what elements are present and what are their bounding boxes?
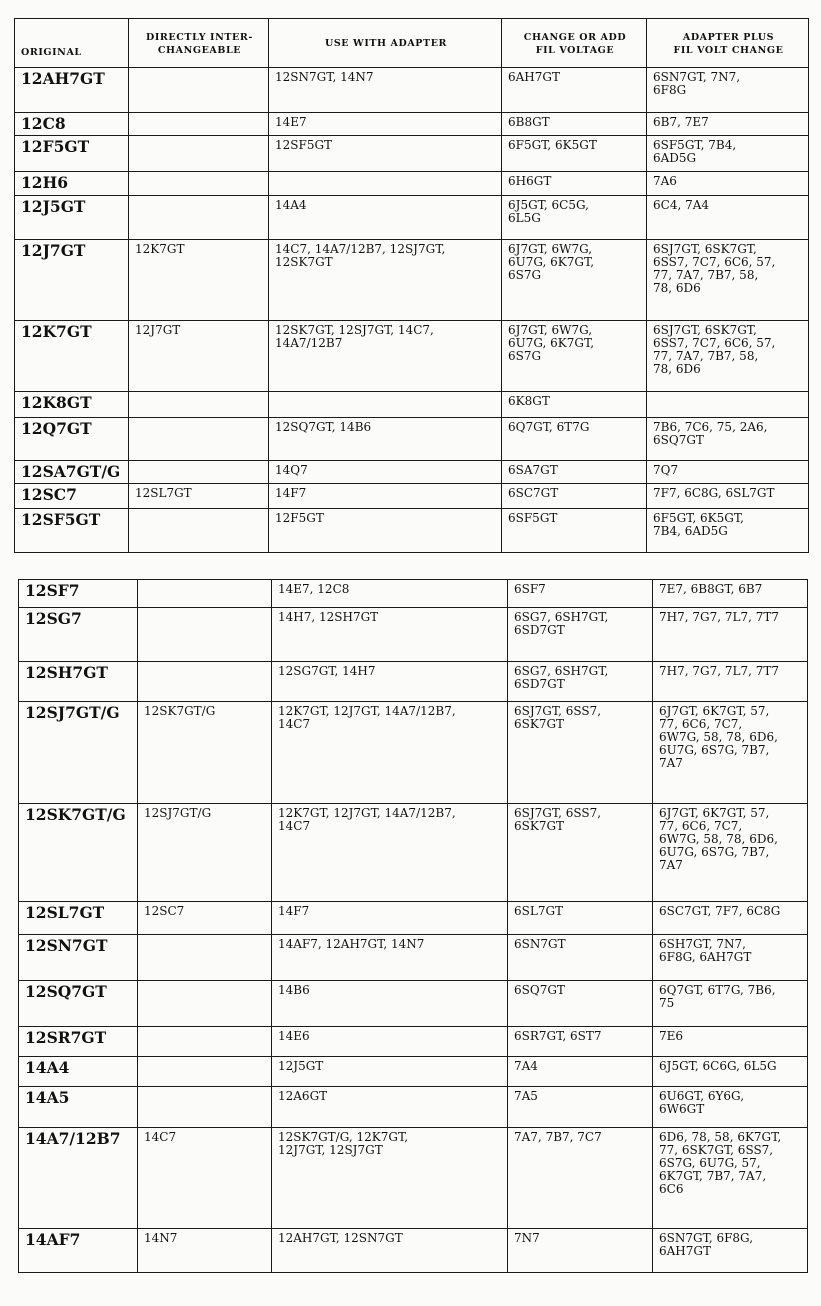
cell-original: 12SH7GT [19,662,138,702]
cell-original: 14A4 [19,1057,138,1087]
cell-adapter-fil: 6SJ7GT, 6SK7GT, 6SS7, 7C7, 6C6, 57, 77, 7A7, 7B7, 58, 78, 6D6 [647,321,809,392]
cell-adapter: 12SG7GT, 14H7 [272,662,508,702]
table-row [15,392,809,418]
cell-original: 12K8GT [15,392,129,418]
cell-adapter [269,172,502,196]
cell-interchangeable [129,461,269,484]
cell-adapter-fil: 6SN7GT, 6F8G, 6AH7GT [653,1229,808,1273]
cell-fil-voltage: 6SR7GT, 6ST7 [508,1027,653,1057]
cell-adapter-fil: 7H7, 7G7, 7L7, 7T7 [653,662,808,702]
cell-adapter: 14C7, 14A7/12B7, 12SJ7GT, 12SK7GT [269,240,502,321]
cell-adapter: 14F7 [269,484,502,509]
cell-fil-voltage: 6Q7GT, 6T7G [502,418,647,461]
cell-original: 12SR7GT [19,1027,138,1057]
cell-interchangeable [129,68,269,113]
cell-adapter-fil: 6SN7GT, 7N7, 6F8G [647,68,809,113]
cell-interchangeable [129,172,269,196]
table-row [15,418,809,461]
table-row [19,702,808,804]
cell-original: 12SG7 [19,608,138,662]
cell-adapter-fil: 7B6, 7C6, 75, 2A6, 6SQ7GT [647,418,809,461]
table-row [15,484,809,509]
tube-table-lower [18,579,808,1273]
cell-adapter: 12K7GT, 12J7GT, 14A7/12B7, 14C7 [272,702,508,804]
cell-original: 12SL7GT [19,902,138,935]
cell-adapter: 12SK7GT, 12SJ7GT, 14C7, 14A7/12B7 [269,321,502,392]
table-row [19,935,808,981]
table-row [19,1128,808,1229]
cell-interchangeable: 14C7 [138,1128,272,1229]
cell-adapter-fil: 6F5GT, 6K5GT, 7B4, 6AD5G [647,509,809,553]
table-row [15,172,809,196]
table-row [15,461,809,484]
cell-interchangeable: 12K7GT [129,240,269,321]
cell-interchangeable: 12J7GT [129,321,269,392]
cell-fil-voltage: 6SG7, 6SH7GT, 6SD7GT [508,608,653,662]
cell-fil-voltage: 6H6GT [502,172,647,196]
cell-original: 12K7GT [15,321,129,392]
table-row [19,662,808,702]
cell-fil-voltage: 6SN7GT [508,935,653,981]
cell-original: 14A7/12B7 [19,1128,138,1229]
cell-adapter [269,392,502,418]
cell-fil-voltage: 7N7 [508,1229,653,1273]
cell-fil-voltage: 6SJ7GT, 6SS7, 6SK7GT [508,702,653,804]
cell-interchangeable [138,608,272,662]
table-row [19,1229,808,1273]
cell-interchangeable [138,580,272,608]
cell-interchangeable: 12SJ7GT/G [138,804,272,902]
cell-fil-voltage: 6SG7, 6SH7GT, 6SD7GT [508,662,653,702]
cell-adapter: 14E6 [272,1027,508,1057]
cell-interchangeable [138,1087,272,1128]
cell-interchangeable [129,136,269,172]
cell-fil-voltage: 6SA7GT [502,461,647,484]
header-fil-voltage: CHANGE OR ADD FIL VOLTAGE [502,19,647,68]
cell-interchangeable [138,1057,272,1087]
cell-original: 12SF5GT [15,509,129,553]
table-row [19,608,808,662]
header-adapter-fil: ADAPTER PLUS FIL VOLT CHANGE [647,19,809,68]
header-original: ORIGINAL [15,19,129,68]
cell-fil-voltage: 6SQ7GT [508,981,653,1027]
cell-interchangeable [138,1027,272,1057]
cell-original: 12C8 [15,113,129,136]
cell-adapter: 12SK7GT/G, 12K7GT, 12J7GT, 12SJ7GT [272,1128,508,1229]
cell-original: 12SN7GT [19,935,138,981]
cell-adapter: 14E7, 12C8 [272,580,508,608]
cell-interchangeable [129,392,269,418]
cell-interchangeable [129,113,269,136]
cell-original: 12Q7GT [15,418,129,461]
cell-adapter-fil [647,392,809,418]
table-row [19,580,808,608]
cell-interchangeable [138,935,272,981]
cell-adapter-fil: 7A6 [647,172,809,196]
cell-fil-voltage: 6SF7 [508,580,653,608]
cell-original: 12SC7 [15,484,129,509]
cell-interchangeable [138,981,272,1027]
cell-fil-voltage: 6SJ7GT, 6SS7, 6SK7GT [508,804,653,902]
cell-fil-voltage: 6J7GT, 6W7G, 6U7G, 6K7GT, 6S7G [502,240,647,321]
cell-interchangeable [129,509,269,553]
cell-adapter-fil: 6D6, 78, 58, 6K7GT, 77, 6SK7GT, 6SS7, 6S7G, 6U7G, 57, 6K7GT, 7B7, 7A7, 6C6 [653,1128,808,1229]
cell-original: 12SF7 [19,580,138,608]
tube-table-upper [14,18,809,553]
cell-adapter-fil: 7E6 [653,1027,808,1057]
cell-adapter-fil: 6B7, 7E7 [647,113,809,136]
cell-adapter: 12A6GT [272,1087,508,1128]
cell-original: 12F5GT [15,136,129,172]
cell-interchangeable [129,196,269,240]
cell-adapter-fil: 6J5GT, 6C6G, 6L5G [653,1057,808,1087]
cell-fil-voltage: 6K8GT [502,392,647,418]
cell-adapter: 14E7 [269,113,502,136]
table-row [19,1087,808,1128]
header-adapter: USE WITH ADAPTER [269,19,502,68]
cell-fil-voltage: 6B8GT [502,113,647,136]
table-row [15,113,809,136]
cell-adapter-fil: 6SJ7GT, 6SK7GT, 6SS7, 7C7, 6C6, 57, 77, 7A7, 7B7, 58, 78, 6D6 [647,240,809,321]
cell-adapter-fil: 7Q7 [647,461,809,484]
cell-interchangeable: 12SK7GT/G [138,702,272,804]
table-row [15,68,809,113]
cell-adapter-fil: 7F7, 6C8G, 6SL7GT [647,484,809,509]
cell-fil-voltage: 6SL7GT [508,902,653,935]
cell-original: 14AF7 [19,1229,138,1273]
cell-adapter: 12SQ7GT, 14B6 [269,418,502,461]
cell-adapter-fil: 6J7GT, 6K7GT, 57, 77, 6C6, 7C7, 6W7G, 58, 78, 6D6, 6U7G, 6S7G, 7B7, 7A7 [653,804,808,902]
table-row [19,1027,808,1057]
table-row [15,509,809,553]
cell-fil-voltage: 6F5GT, 6K5GT [502,136,647,172]
table-row [15,136,809,172]
cell-original: 12J7GT [15,240,129,321]
table-row [19,981,808,1027]
cell-interchangeable: 14N7 [138,1229,272,1273]
cell-fil-voltage: 6SC7GT [502,484,647,509]
table-row [15,321,809,392]
cell-fil-voltage: 6SF5GT [502,509,647,553]
cell-adapter: 12K7GT, 12J7GT, 14A7/12B7, 14C7 [272,804,508,902]
cell-original: 12H6 [15,172,129,196]
cell-original: 12SK7GT/G [19,804,138,902]
cell-adapter: 14F7 [272,902,508,935]
cell-adapter-fil: 6U6GT, 6Y6G, 6W6GT [653,1087,808,1128]
cell-fil-voltage: 6AH7GT [502,68,647,113]
header-row [15,19,809,68]
cell-fil-voltage: 6J5GT, 6C5G, 6L5G [502,196,647,240]
cell-adapter: 14A4 [269,196,502,240]
cell-adapter: 12AH7GT, 12SN7GT [272,1229,508,1273]
cell-original: 12SJ7GT/G [19,702,138,804]
cell-original: 12J5GT [15,196,129,240]
cell-adapter-fil: 6SC7GT, 7F7, 6C8G [653,902,808,935]
cell-adapter-fil: 6J7GT, 6K7GT, 57, 77, 6C6, 7C7, 6W7G, 58, 78, 6D6, 6U7G, 6S7G, 7B7, 7A7 [653,702,808,804]
table-row [19,902,808,935]
cell-adapter: 12SF5GT [269,136,502,172]
cell-original: 12SQ7GT [19,981,138,1027]
cell-adapter-fil: 6SF5GT, 7B4, 6AD5G [647,136,809,172]
cell-adapter-fil: 7E7, 6B8GT, 6B7 [653,580,808,608]
cell-adapter: 14H7, 12SH7GT [272,608,508,662]
cell-adapter: 12F5GT [269,509,502,553]
cell-adapter-fil: 6Q7GT, 6T7G, 7B6, 75 [653,981,808,1027]
table-row [19,804,808,902]
cell-adapter: 14Q7 [269,461,502,484]
cell-adapter-fil: 6C4, 7A4 [647,196,809,240]
cell-adapter-fil: 6SH7GT, 7N7, 6F8G, 6AH7GT [653,935,808,981]
cell-interchangeable: 12SL7GT [129,484,269,509]
cell-adapter: 12SN7GT, 14N7 [269,68,502,113]
cell-original: 12SA7GT/G [15,461,129,484]
cell-adapter: 12J5GT [272,1057,508,1087]
table-row [19,1057,808,1087]
cell-adapter-fil: 7H7, 7G7, 7L7, 7T7 [653,608,808,662]
cell-fil-voltage: 6J7GT, 6W7G, 6U7G, 6K7GT, 6S7G [502,321,647,392]
header-interchangeable: DIRECTLY INTER- CHANGEABLE [129,19,269,68]
cell-interchangeable [129,418,269,461]
cell-fil-voltage: 7A4 [508,1057,653,1087]
table-row [15,240,809,321]
table-row [15,196,809,240]
cell-adapter: 14B6 [272,981,508,1027]
cell-interchangeable: 12SC7 [138,902,272,935]
cell-adapter: 14AF7, 12AH7GT, 14N7 [272,935,508,981]
cell-original: 14A5 [19,1087,138,1128]
cell-original: 12AH7GT [15,68,129,113]
cell-interchangeable [138,662,272,702]
cell-fil-voltage: 7A7, 7B7, 7C7 [508,1128,653,1229]
cell-fil-voltage: 7A5 [508,1087,653,1128]
